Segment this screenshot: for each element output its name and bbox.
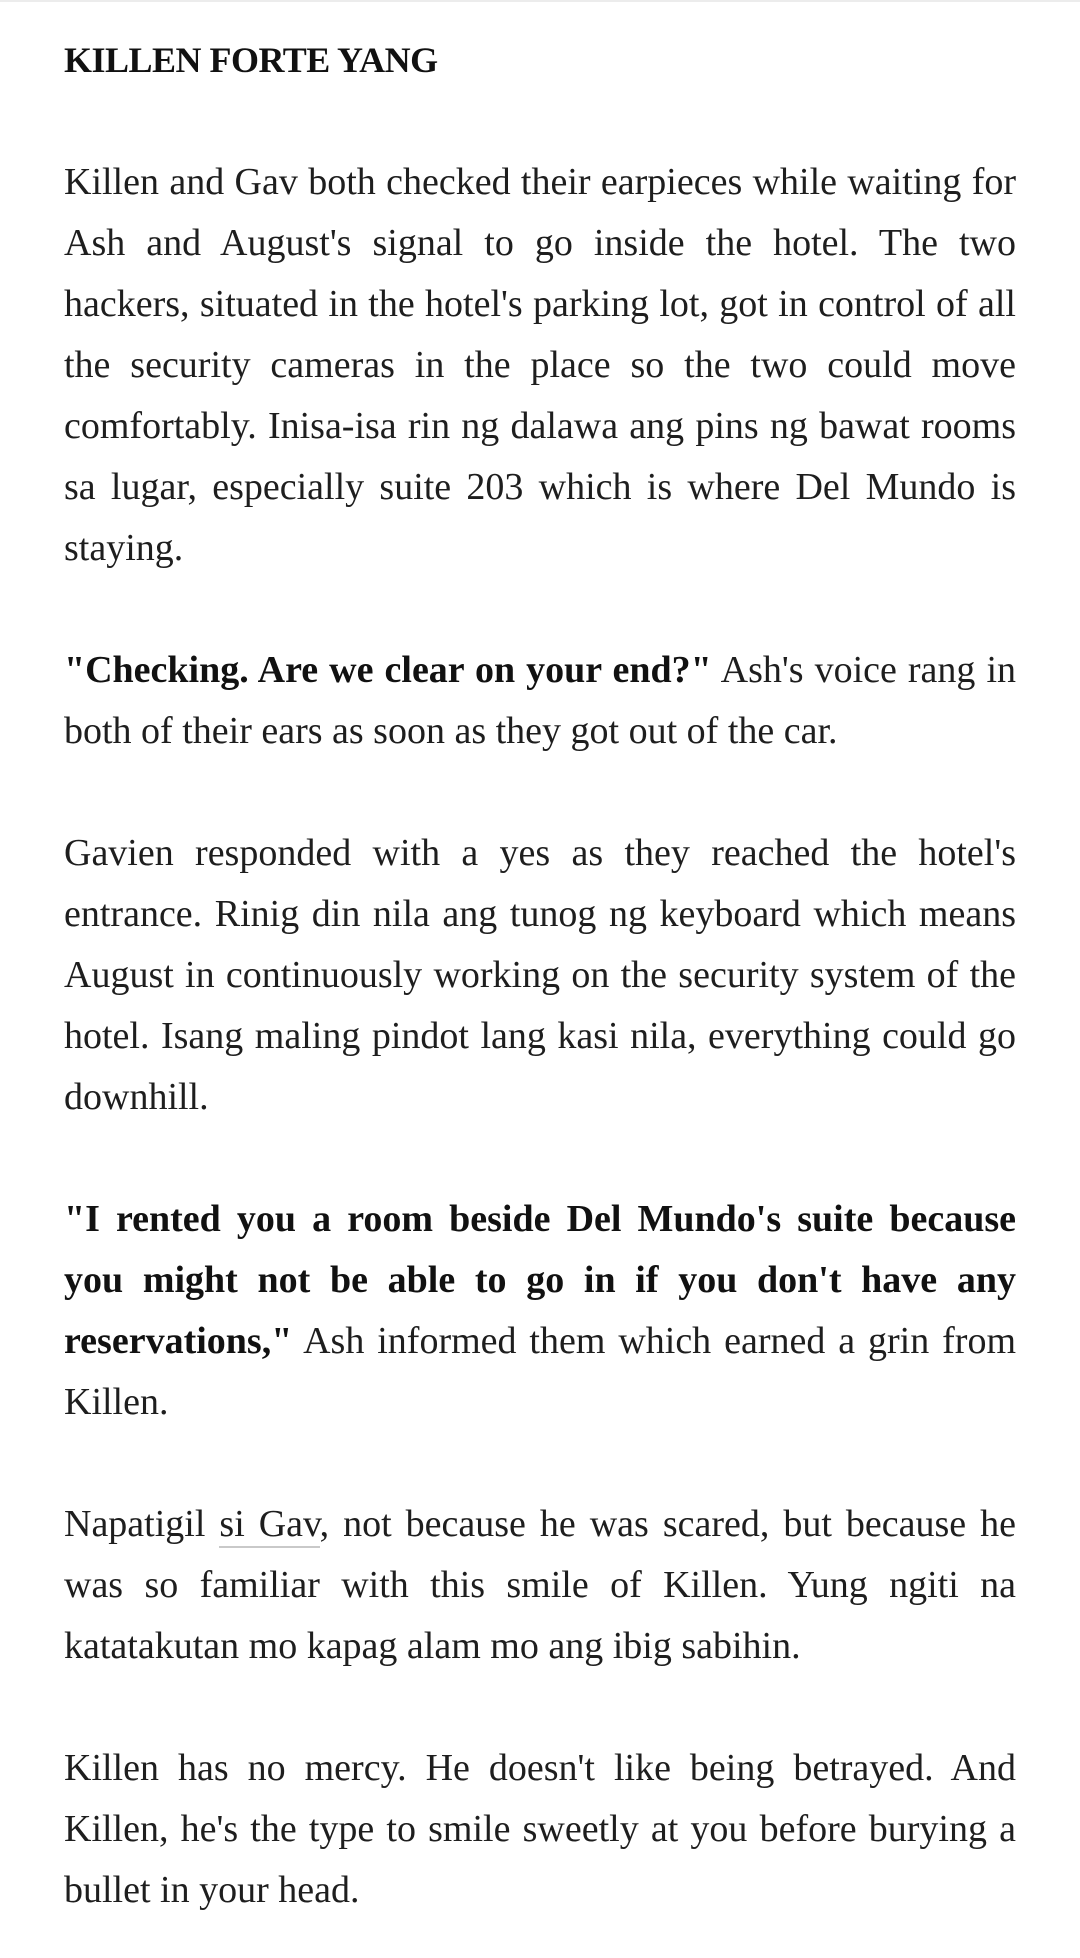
chapter-title: KILLEN FORTE YANG	[64, 40, 438, 80]
dialogue-text: "Checking. Are we clear on your end?"	[64, 649, 712, 691]
paragraph-3[interactable]: Gavien responded with a yes as they reached the hotel's entrance. Rinig din nila ang tunog ng keyboard which means August in continuously working on the security system of the hotel. Isang maling pindot lang kasi nila, everything could go downhill.	[64, 832, 1016, 1118]
inline-comment-highlight[interactable]: si Gav	[219, 1503, 319, 1548]
narration-text: , not because he was scared, but because he was so familiar with this smile of Killen. Yung ngiti na katatakutan mo kapag alam mo ang ibig sabihin.	[64, 1503, 1017, 1667]
narration-text: Ash informed them which earned a grin from Killen.	[64, 1320, 1016, 1423]
narration-text: Napatigil	[64, 1503, 220, 1545]
paragraph-1[interactable]: Killen and Gav both checked their earpieces while waiting for Ash and August's signal to go inside the hotel. The two hackers, situated in the hotel's parking lot, got in control of all the security cameras in the place so the two could move comfortably. Inisa-isa rin ng dalawa ang pins ng bawat rooms sa lugar, especially suite 203 which is where Del Mundo is staying.	[64, 161, 1016, 569]
paragraph-4[interactable]	[64, 1189, 1016, 1433]
top-divider	[0, 0, 1080, 2]
paragraph-2[interactable]	[64, 640, 1016, 762]
paragraph-5[interactable]	[64, 1494, 1016, 1677]
paragraph-6[interactable]: Killen has no mercy. He doesn't like being betrayed. And Killen, he's the type to smile sweetly at you before burying a bullet in your head.	[64, 1747, 1016, 1911]
narration-text: Ash's voice rang in both of their ears as soon as they got out of the car.	[64, 649, 1016, 752]
dialogue-text: "I rented you a room beside Del Mundo's suite because you might not be able to go in if you don't have any reservations,"	[64, 1198, 1016, 1362]
story-content	[64, 38, 1016, 1921]
